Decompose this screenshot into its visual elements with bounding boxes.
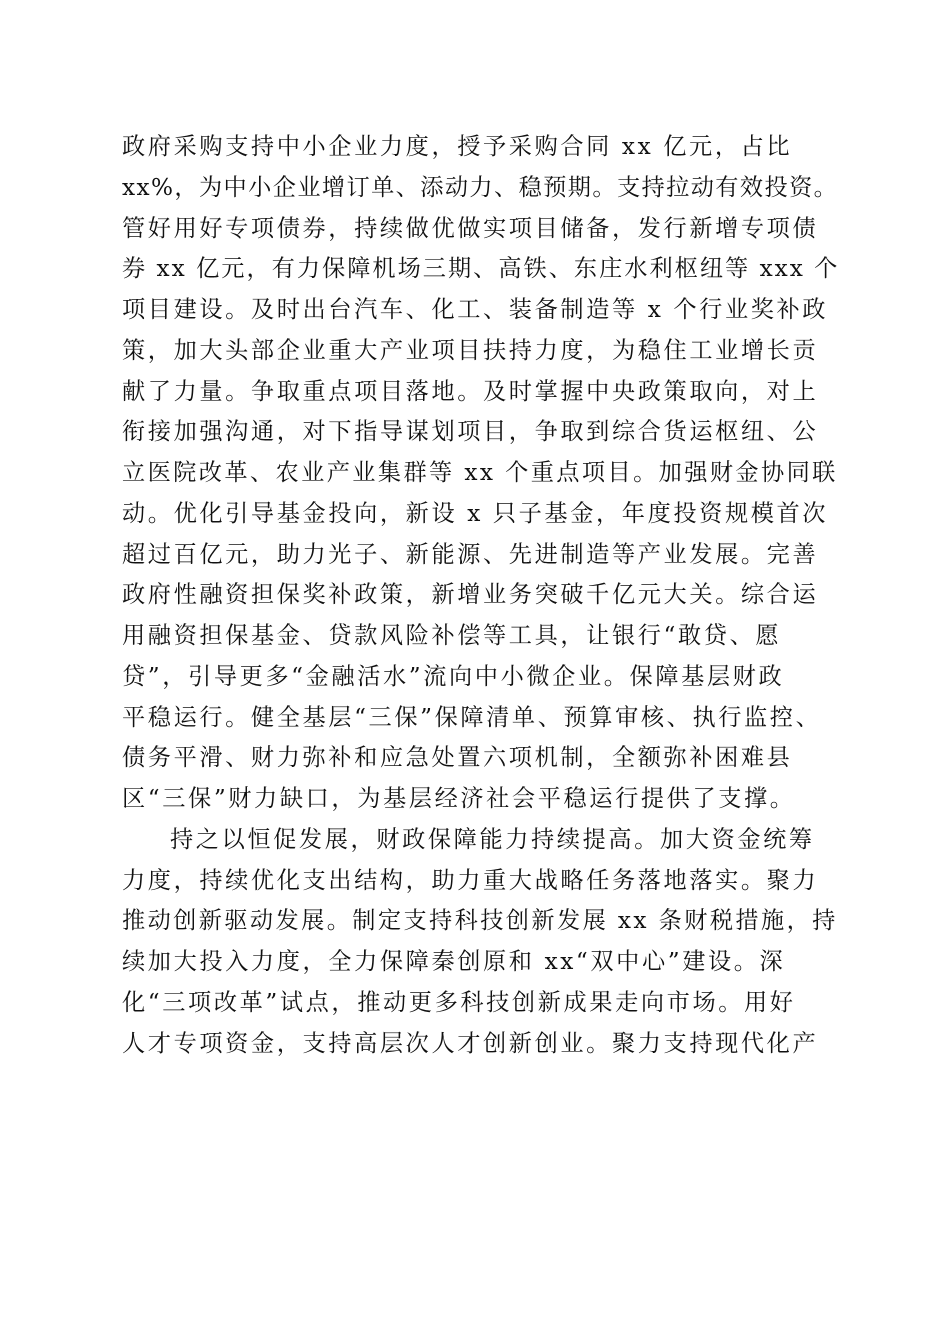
text-line: 人才专项资金，支持高层次人才创新创业。聚力支持现代化产 bbox=[122, 1029, 819, 1057]
body-text bbox=[122, 127, 842, 1064]
text-line: 管好用好专项债券，持续做优做实项目储备，发行新增专项债 bbox=[122, 214, 819, 242]
text-line: 化“三项改革”试点，推动更多科技创新成果走向市场。用好 bbox=[122, 988, 796, 1016]
text-line: 立医院改革、农业产业集群等 xx 个重点项目。加强财金协同联 bbox=[122, 459, 838, 486]
text-line: 续加大投入力度，全力保障秦创原和 xx“双中心”建设。深 bbox=[122, 948, 786, 975]
text-line: 衔接加强沟通，对下指导谋划项目，争取到综合货运枢纽、公 bbox=[122, 418, 819, 446]
text-line: 政府性融资担保奖补政策，新增业务突破千亿元大关。综合运 bbox=[122, 581, 819, 609]
text-line: 动。优化引导基金投向，新设 x 只子基金，年度投资规模首次 bbox=[122, 499, 829, 527]
text-line: 政府采购支持中小企业力度，授予采购合同 xx 亿元，占比 bbox=[122, 133, 793, 160]
text-line: 用融资担保基金、贷款风险补偿等工具，让银行“敢贷、愿 bbox=[122, 622, 782, 649]
paragraph-2 bbox=[122, 820, 842, 1065]
text-line: 力度，持续优化支出结构，助力重大战略任务落地落实。聚力 bbox=[122, 866, 819, 894]
text-line: 贷”，引导更多“金融活水”流向中小微企业。保障基层财政 bbox=[122, 662, 785, 690]
text-line: 平稳运行。健全基层“三保”保障清单、预算审核、执行监控、 bbox=[122, 703, 822, 731]
text-line: 项目建设。及时出台汽车、化工、装备制造等 x 个行业奖补政 bbox=[122, 296, 829, 323]
text-line: 超过百亿元，助力光子、新能源、先进制造等产业发展。完善 bbox=[122, 540, 819, 568]
text-line-indented: 持之以恒促发展，财政保障能力持续提高。加大资金统筹 bbox=[170, 825, 815, 853]
text-line: 券 xx 亿元，有力保障机场三期、高铁、东庄水利枢纽等 xxx 个 bbox=[122, 255, 840, 283]
text-line: 献了力量。争取重点项目落地。及时掌握中央政策取向，对上 bbox=[122, 377, 819, 405]
text-line: xx%，为中小企业增订单、添动力、稳预期。支持拉动有效投资。 bbox=[122, 173, 839, 201]
text-line: 区“三保”财力缺口，为基层经济社会平稳运行提供了支撑。 bbox=[122, 785, 796, 812]
text-line: 策，加大头部企业重大产业项目扶持力度，为稳住工业增长贡 bbox=[122, 336, 819, 364]
text-line: 债务平滑、财力弥补和应急处置六项机制，全额弥补困难县 bbox=[122, 744, 793, 772]
paragraph-1 bbox=[122, 127, 842, 820]
text-line: 推动创新驱动发展。制定支持科技创新发展 xx 条财税措施，持 bbox=[122, 907, 838, 935]
